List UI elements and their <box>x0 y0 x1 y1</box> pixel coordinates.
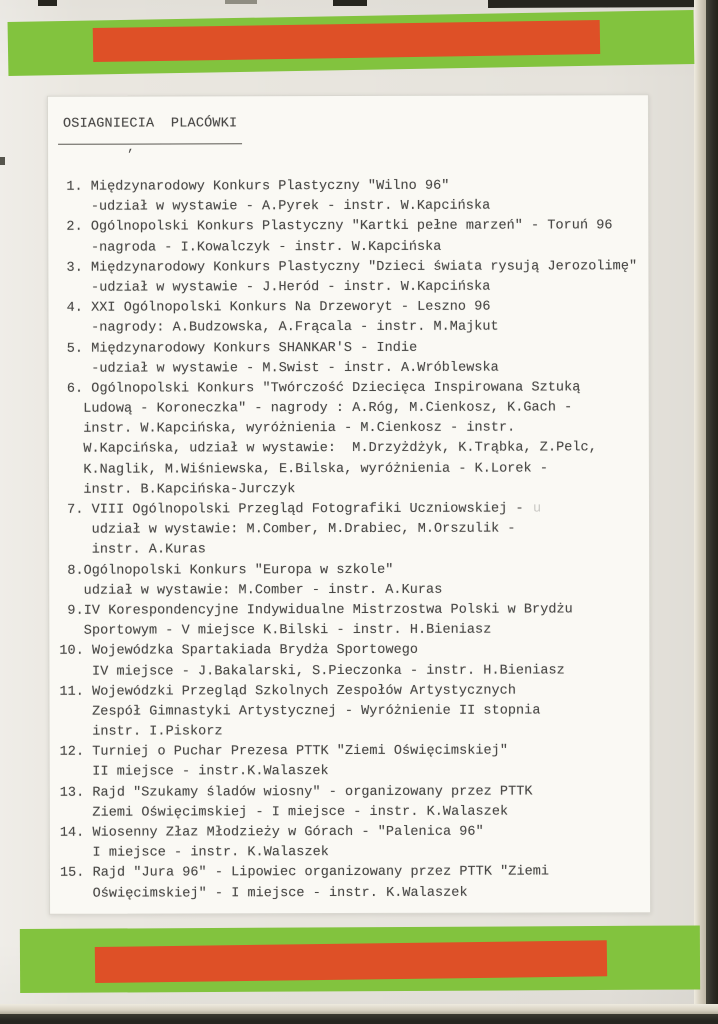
typed-line: 2. Ogólnopolski Konkurs Plastyczny "Kartki pełne marzeń" - Toruń 96 <box>58 218 613 236</box>
typed-line: -nagrody: A.Budzowska, A.Frącala - instr. M.Majkut <box>58 319 499 337</box>
typed-line: udział w wystawie: M.Comber, M.Drabiec, M.Orszulik - <box>59 521 516 538</box>
typed-line: 6. Ogólnopolski Konkurs "Twórczość Dziecięca Inspirowana Sztuką <box>58 380 581 397</box>
typed-line: Ludową - Koroneczka" - nagrody : A.Róg, M.Cienkosz, K.Gach - <box>58 400 573 417</box>
typed-line: 14. Wiosenny Złaz Młodzieży w Górach - "Palenica 96" <box>59 824 484 841</box>
scan-edge-top-artifact-4 <box>488 0 718 8</box>
typed-line: -udział w wystawie - J.Heród - instr. W.Kapcińska <box>58 279 491 296</box>
title-underline <box>58 143 242 144</box>
typed-line: 10. Wojewódzka Spartakiada Brydża Sportowego <box>59 643 419 660</box>
typed-line: 9.IV Korespondencyjne Indywidualne Mistrzostwa Polski w Brydżu <box>59 602 573 619</box>
book-edge-bottom <box>0 1014 718 1024</box>
scan-edge-top-artifact-1 <box>38 0 57 6</box>
typed-line: instr. A.Kuras <box>59 542 206 559</box>
scan-edge-left-mark <box>0 157 5 165</box>
book-edge-right <box>706 0 718 1024</box>
typed-line: I miejsce - instr. K.Walaszek <box>59 845 329 861</box>
typed-line: -udział w wystawie - A.Pyrek - instr. W.Kapcińska <box>58 198 491 215</box>
typed-line: Zespół Gimnastyki Artystycznej - Wyróżnienie II stopnia <box>59 703 541 720</box>
typed-line: 3. Międzynarodowy Konkurs Plastyczny "Dzieci świata rysują Jerozolimę" <box>58 258 638 276</box>
typed-line: 8.Ogólnopolski Konkurs "Europa w szkole" <box>59 562 394 579</box>
typed-line: II miejsce - instr.K.Walaszek <box>59 764 329 781</box>
typed-line: 13. Rajd "Szukamy śladów wiosny" - organizowany przez PTTK <box>59 784 533 801</box>
typed-line: udział w wystawie: M.Comber - instr. A.Kuras <box>59 582 443 599</box>
scan-edge-top-artifact-3 <box>333 0 367 6</box>
typed-line: 7. VIII Ogólnopolski Przegląd Fotografiki Uczniowskiej - <box>58 501 524 518</box>
typed-line: IV miejsce - J.Bakalarski, S.Pieczonka - instr. H.Bieniasz <box>59 662 565 680</box>
typed-line: instr. I.Piskorz <box>59 724 223 740</box>
typed-line: 12. Turniej o Puchar Prezesa PTTK "Ziemi Oświęcimskiej" <box>59 743 508 761</box>
typed-line: 5. Międzynarodowy Konkurs SHANKAR'S - Indie <box>58 340 418 357</box>
typed-line: -nagroda - I.Kowalczyk - instr. W.Kapcińska <box>58 239 442 256</box>
typed-line: 15. Rajd "Jura 96" - Lipowiec organizowany przez PTTK "Ziemi <box>59 864 550 882</box>
decorative-strip-orange-bottom <box>95 940 607 983</box>
typed-text-block <box>58 176 645 904</box>
typed-line: instr. W.Kapcińska, wyróżnienia - M.Cienkosz - instr. <box>58 420 516 438</box>
typed-line: 4. XXI Ogólnopolski Konkurs Na Drzeworyt - Leszno 96 <box>58 299 491 316</box>
typed-line: Oświęcimskiej" - I miejsce - instr. K.Walaszek <box>59 885 468 902</box>
typed-line: W.Kapcińska, udział w wystawie: M.Drzyżdżyk, K.Trąbka, Z.Pelc, <box>58 440 597 458</box>
typed-line: instr. B.Kapcińska-Jurczyk <box>58 481 296 498</box>
title-ogonek-mark: , <box>127 139 135 155</box>
scan-edge-top-artifact-2 <box>225 0 257 4</box>
page-title: OSIAGNIECIA PLACÓWKI <box>62 116 238 132</box>
faded-text-fragment: u <box>532 501 542 517</box>
paper-sheet <box>47 94 651 915</box>
typed-line: Ziemi Oświęcimskiej - I miejsce - instr. K.Walaszek <box>59 804 509 821</box>
typed-line: 1. Międzynarodowy Konkurs Plastyczny "Wilno 96" <box>58 178 450 195</box>
typed-line: Sportowym - V miejsce K.Bilski - instr. H.Bieniasz <box>59 622 492 639</box>
typed-line: K.Naglik, M.Wiśniewska, E.Bilska, wyróżnienia - K.Lorek - <box>58 461 549 478</box>
typed-line: -udział w wystawie - M.Swist - instr. A.Wróblewska <box>58 360 499 377</box>
typed-line: 11. Wojewódzki Przegląd Szkolnych Zespołów Artystycznych <box>59 683 516 700</box>
